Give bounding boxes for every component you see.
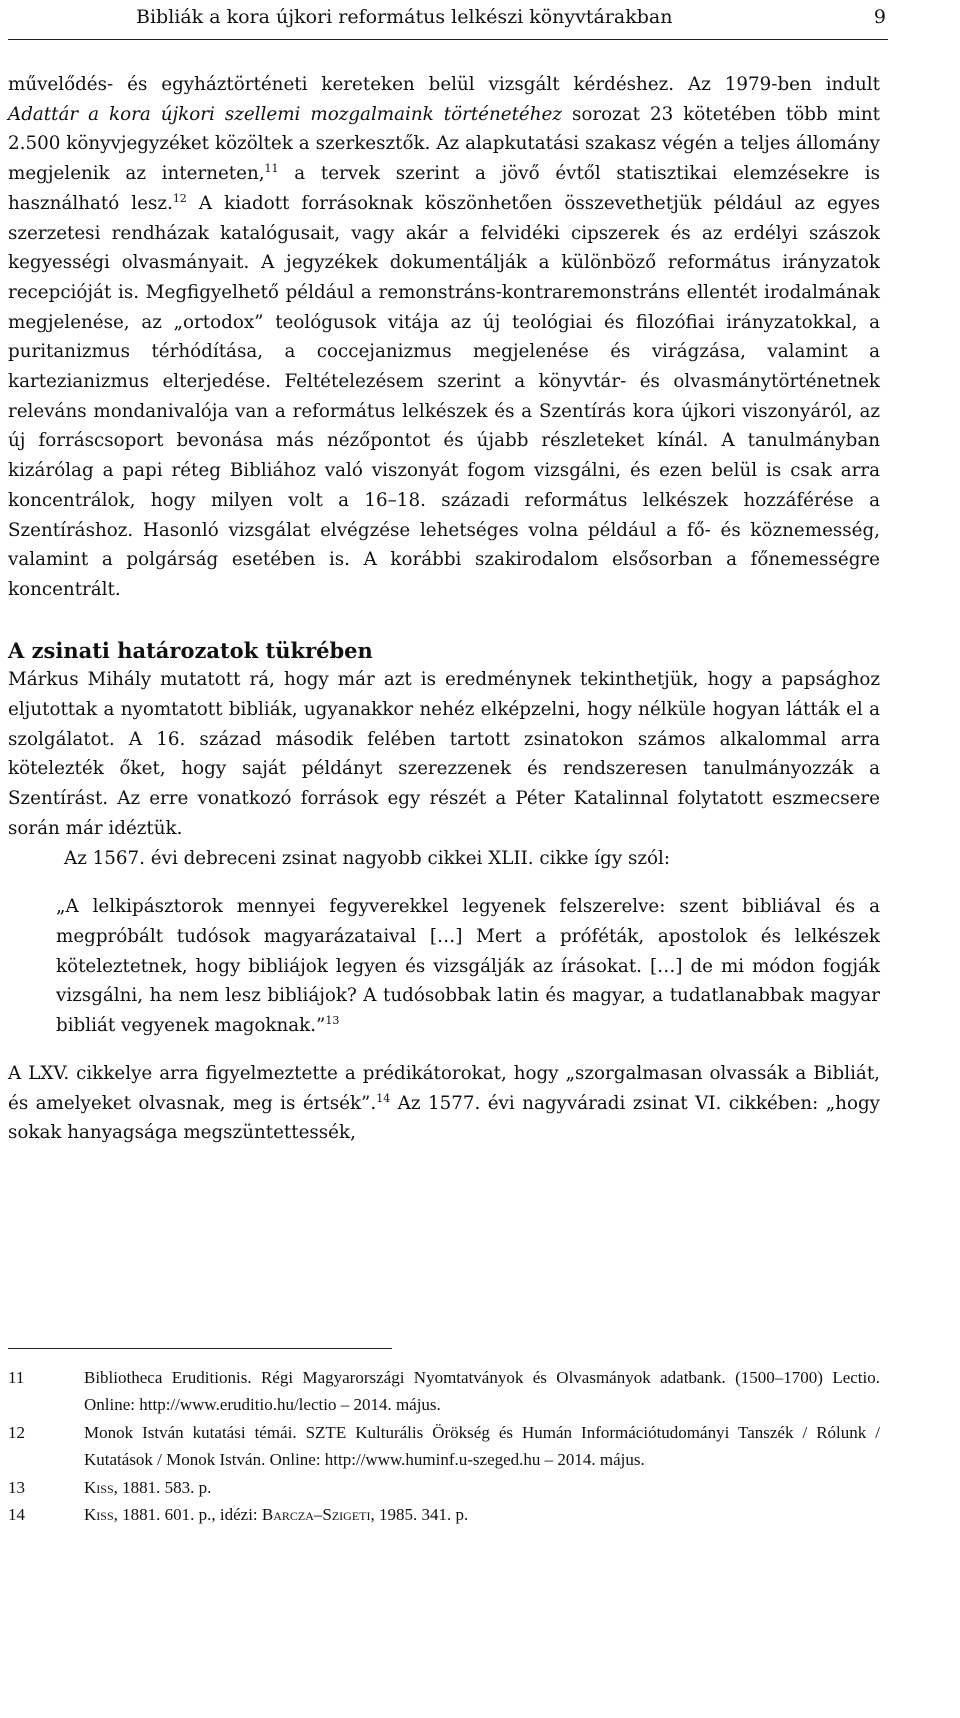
footnote-author: Kiss — [84, 1505, 114, 1525]
footnote-ref-12[interactable]: 12 — [172, 191, 187, 205]
paragraph-1-text-d: A kiadott forrásoknak köszönhetően összevethetjük például az egyes szerzetesi rendházak katalógusait, vagy akár a felvidéki cipszerek és az erdélyi szászok kegyességi olvasmányait. A jegyzékek dokumentálják a különböző református irányzatok recepcióját is. Megfigyelhető például a remonstráns-kontraremonstráns ellentét irodalmának megjelenése, az „ortodox” teológusok vitája az új teológiai és filozófiai irányzatokkal, a puritanizmus térhódítása, a coccejanizmus megjelenése és virágzása, valamint a kartezianizmus elterjedése. Feltételezésem szerint a könyvtár- és olvasmánytörténetnek releváns mondanivalója van a református lelkészek és a Szentírás kora újkori viszonyáról, az új forráscsoport bevonása más nézőpontot és újabb részleteket kínál. A tanulmányban kizárólag a papi réteg Bibliához való viszonyát fogom vizsgálni, és ezen belül is csak arra koncentrálok, hogy milyen volt a 16–18. századi református lelkészek hozzáférése a Szentíráshoz. Hasonló vizsgálat elvégzése lehetséges volna például a fő- és köznemesség, valamint a polgárság esetében is. A korábbi szakirodalom elsősorban a főnemességre koncentrált. — [8, 192, 880, 600]
footnote-author-2: Barcza–Szigeti — [261, 1505, 371, 1525]
footnote-14 — [8, 1501, 880, 1528]
footnote-ref-14[interactable]: 14 — [376, 1091, 391, 1105]
block-quote — [56, 892, 880, 1041]
paragraph-1-text-a: művelődés- és egyháztörténeti kereteken belül vizsgált kérdéshez. Az 1979-ben indult — [8, 74, 880, 95]
page-number: 9 — [873, 6, 886, 28]
body-text — [8, 70, 880, 1148]
footnote-text: , 1881. 601. p., idézi: — [113, 1505, 262, 1525]
paragraph-3: Az 1567. évi debreceni zsinat nagyobb cikkei XLII. cikke így szól: — [64, 847, 671, 869]
footnote-number: 12 — [8, 1422, 25, 1442]
paragraph-4-text-b: Az 1577. évi nagyváradi zsinat VI. cikkében: „hogy sokak hanyagsága megszüntettessék, — [8, 1092, 880, 1144]
footnote-author: Kiss — [84, 1477, 114, 1497]
footnote-ref-11[interactable]: 11 — [264, 162, 279, 176]
section-heading: A zsinati határozatok tükrében — [8, 637, 373, 663]
footnote-number: 11 — [8, 1368, 25, 1387]
footnote-text: Monok István kutatási témái. SZTE Kulturális Örökség és Humán Információtudományi Tanszék / Rólunk / Kutatások / Monok István. Online: http://www.huminf.u-szeged.hu – 2014. május. — [84, 1422, 880, 1470]
paragraph-4-text-a: A LXV. cikkelye arra figyelmeztette a prédikátorokat, hogy „szorgalmasan olvassák a Bibliát, és amelyeket olvasnak, meg is értsék”. — [8, 1062, 880, 1114]
footnote-rule — [8, 1348, 392, 1349]
paragraph-1-text-b: sorozat 23 kötetében több mint 2.500 könyvjegyzéket közöltek a szerkesztők. Az alapkutatási szakasz végén a teljes állomány megjelenik az interneten, — [8, 103, 880, 185]
footnote-text: Bibliotheca Eruditionis. Régi Magyarországi Nyomtatványok és Olvasmányok adatbank. (1500–1700) Lectio. Online: http://www.eruditio.hu/lectio – 2014. május. — [84, 1368, 880, 1415]
footnote-number: 14 — [8, 1505, 25, 1525]
footnotes — [8, 1364, 880, 1528]
paragraph-2: Márkus Mihály mutatott rá, hogy már azt is eredménynek tekinthetjük, hogy a papsághoz eljutottak a nyomtatott bibliák, ugyanakkor nehéz elképzelni, hogy nélküle hogyan látták el a szolgálatot. A 16. század második felében tartott zsinatokon számos alkalommal arra kötelezték őket, hogy saját példányt szerezzenek és rendszeresen tanulmányozzák a Szentírást. Az erre vonatkozó források egy részét a Péter Katalinnal folytatott eszmecsere során már idéztük. — [8, 669, 880, 839]
running-title: Bibliák a kora újkori református lelkészi könyvtárakban — [136, 6, 673, 28]
footnote-ref-13[interactable]: 13 — [325, 1014, 340, 1028]
footnote-number: 13 — [8, 1477, 25, 1497]
paragraph-1 — [8, 70, 880, 605]
page-header — [0, 0, 960, 40]
footnote-text-end: , 1985. 341. p. — [370, 1505, 469, 1525]
block-quote-text: „A lelkipásztorok mennyei fegyverekkel legyenek felszerelve: szent bibliával és a megpróbált tudósok magyarázataival […] Mert a próféták, apostolok és lelkészek köteleztetnek, hogy bibliájok legyen és vizsgálják az írásokat. […] de mi módon fogják vizsgálni, ha nem lesz bibliájok? A tudósobbak latin és magyar, a tudatlanabbak magyar bibliát vegyenek magoknak.” — [56, 896, 880, 1037]
footnote-12 — [8, 1419, 880, 1474]
footnote-11 — [8, 1364, 880, 1419]
paragraph-4 — [8, 1059, 880, 1148]
paragraph-1-text-c: a tervek szerint a jövő évtől statisztikai elemzésekre is használható lesz. — [8, 163, 880, 214]
footnote-text: , 1881. 583. p. — [113, 1477, 212, 1497]
adattar-title: Adattár a kora újkori szellemi mozgalmaink történetéhez — [8, 103, 562, 125]
header-rule — [8, 39, 888, 40]
footnote-13 — [8, 1474, 880, 1501]
